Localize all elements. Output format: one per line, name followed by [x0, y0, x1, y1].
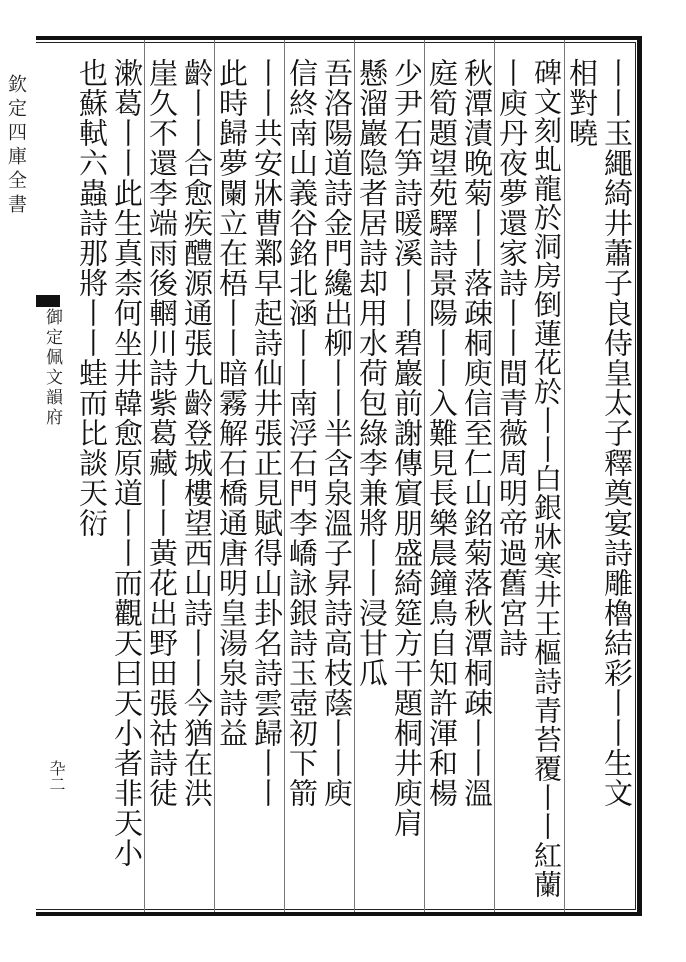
- fish-tail-mark: [36, 295, 60, 307]
- text-column-9: [319, 58, 354, 908]
- text-column-content: 相對曉: [565, 58, 599, 148]
- text-column-content: 此時歸夢闌立在梧丨丨暗霧解石橋通唐明皇湯泉詩益: [215, 58, 249, 748]
- text-column-content: 丨丨玉繩綺井蕭子良侍皇太子釋奠宴詩雕櫓結彩丨丨生文: [600, 58, 634, 808]
- text-column-content: 信終南山義谷銘北涵丨丨南浮石門李嶠詠銀詩玉壺初下箭: [285, 58, 319, 808]
- text-column-2: [564, 58, 599, 908]
- column-divider: [284, 40, 285, 912]
- text-column-14: [144, 58, 179, 908]
- margin-library-title: 欽定四庫全書: [5, 74, 27, 218]
- text-column-1: [599, 58, 634, 908]
- text-column-3: [529, 58, 564, 908]
- text-column-content: 吾洛陽道詩金門纔出柳丨丨半含泉溫子昇詩高枝蔭丨丨庾: [320, 58, 354, 808]
- text-column-6: [424, 58, 459, 908]
- column-divider: [354, 40, 355, 912]
- text-column-8: [354, 58, 389, 908]
- text-column-content: 丨庾丹夜夢還家詩丨丨間青薇周明帝過舊宮詩: [495, 58, 529, 658]
- text-column-content: 也蘇軾六蟲詩那將丨丨蛙而比談天衍: [75, 58, 109, 538]
- text-column-13: [179, 58, 214, 908]
- text-column-content: 懸溜巖隐者居詩却用水荷包綠李兼將丨丨浸甘瓜: [355, 58, 389, 688]
- text-column-15: [109, 58, 144, 908]
- text-column-content: 秋潭漬晚菊丨丨落疎桐庾信至仁山銘菊落秋潭桐疎丨丨溫: [460, 58, 494, 808]
- text-column-4: [494, 58, 529, 908]
- text-column-content: 崖久不還李端雨後輞川詩紫葛藏丨丨黃花出野田張祜詩徒: [145, 58, 179, 808]
- column-divider: [144, 40, 145, 912]
- text-column-7: [389, 58, 424, 908]
- margin-page-number: 卆二: [47, 760, 66, 792]
- column-divider: [424, 40, 425, 912]
- text-column-content: 少尹石笋詩暖溪丨丨碧巖前謝傳賔朋盛綺筵方干題桐井庾肩: [390, 58, 424, 838]
- text-column-11: [249, 58, 284, 908]
- column-divider: [214, 40, 215, 912]
- text-column-content: 漱葛丨丨此生真柰何坐井韓愈原道丨丨而觀天曰天小者非天小: [110, 58, 144, 868]
- margin-book-title: 御定佩文韻府: [42, 308, 62, 428]
- text-column-12: [214, 58, 249, 908]
- text-column-content: 庭筍題望苑驛詩景陽丨丨入難見長樂晨鐘鳥自知許渾和楊: [425, 58, 459, 808]
- text-column-content: 碑文刻虬龍於洞房倒蓮花於丨丨白銀牀寒井王樞詩青苔覆丨丨紅蘭: [530, 58, 563, 899]
- text-column-10: [284, 58, 319, 908]
- text-column-5: [459, 58, 494, 908]
- column-divider: [564, 40, 565, 912]
- text-column-content: 齡丨丨合愈疾醴源通張九齡登城樓望西山詩丨丨今猶在洪: [180, 58, 214, 808]
- text-column-content: 丨丨共安牀曹鄴早起詩仙井張正見賦得山卦名詩雲歸丨丨: [250, 58, 284, 808]
- text-column-16: [74, 58, 109, 908]
- column-divider: [494, 40, 495, 912]
